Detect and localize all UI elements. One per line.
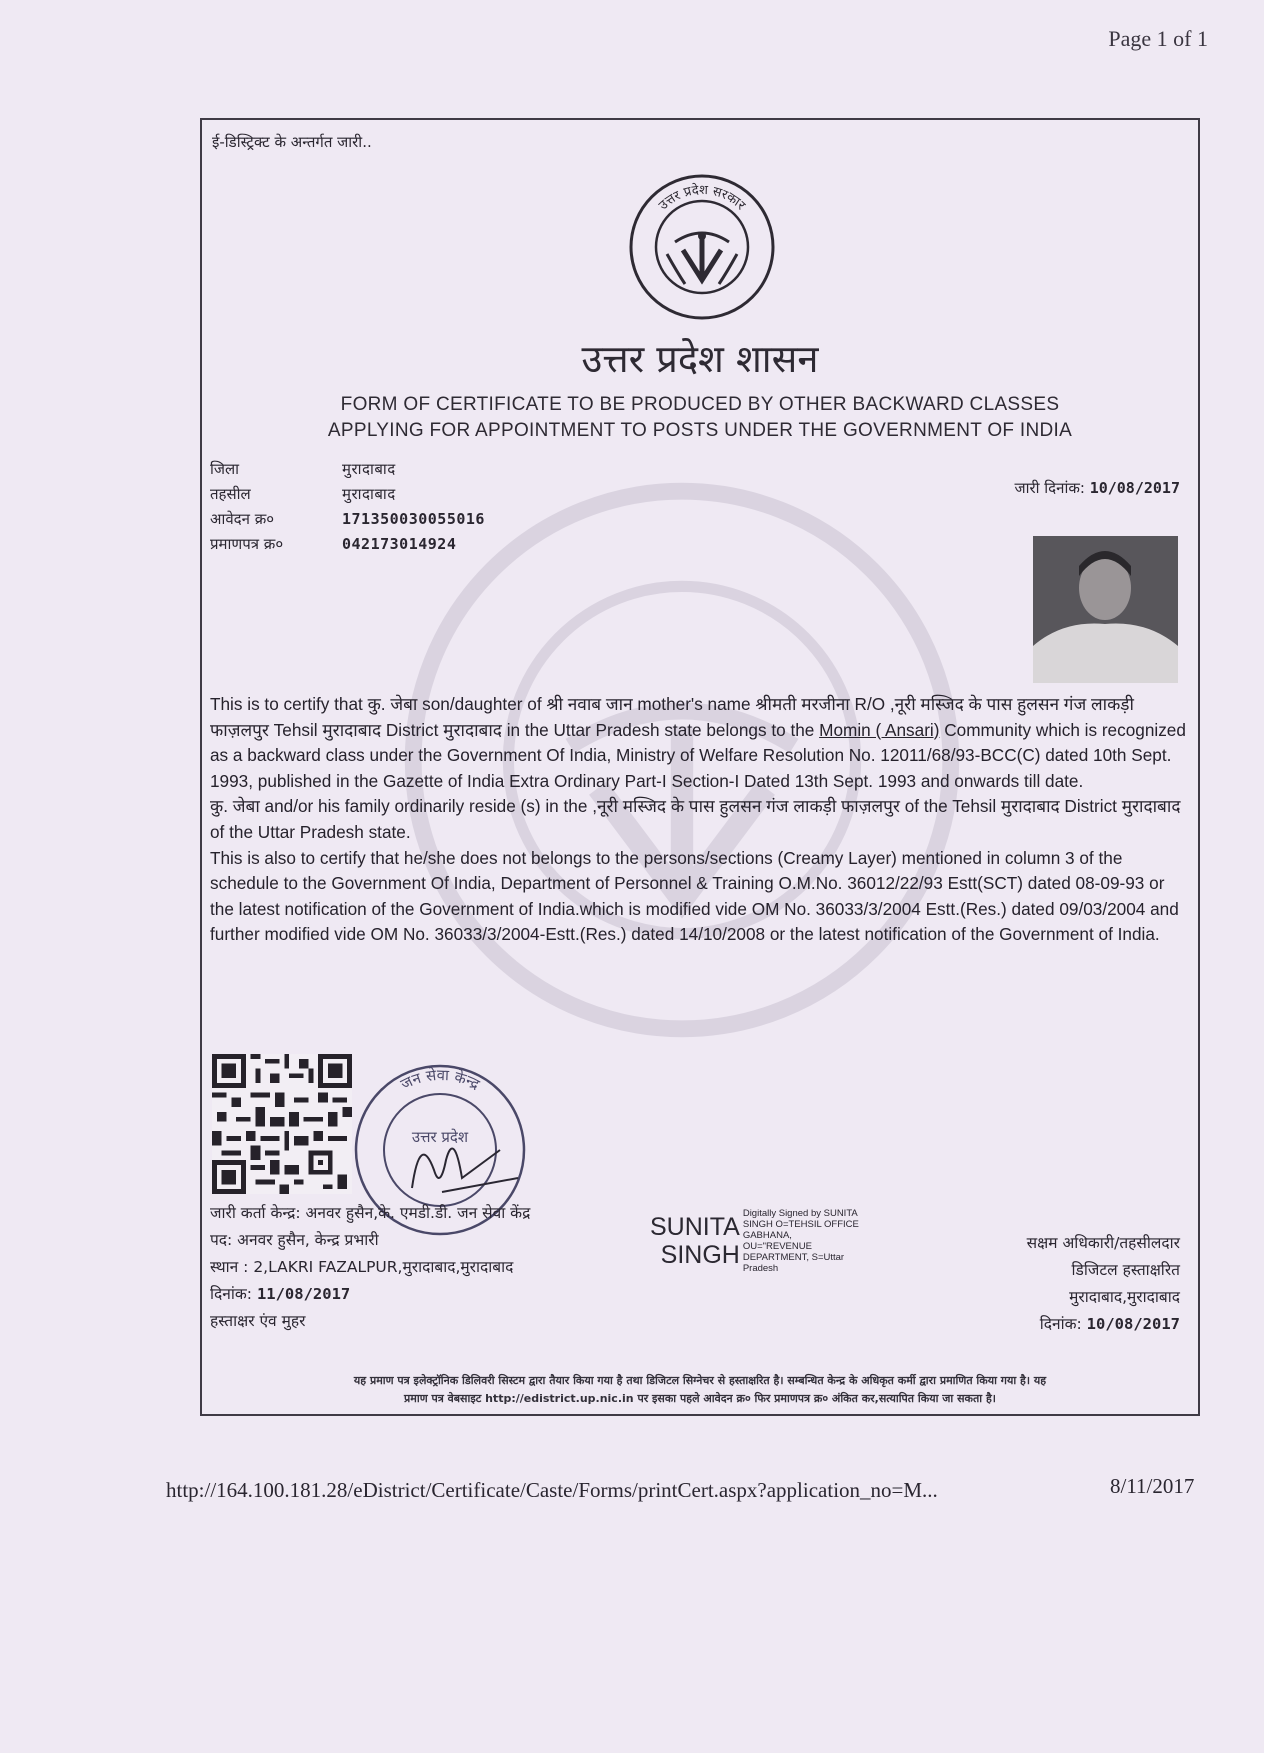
issuer-signature-note: हस्ताक्षर एंव मुहर <box>210 1312 306 1330</box>
body-paragraph-1 <box>210 692 1190 794</box>
authority-date-label: दिनांक: <box>1039 1315 1082 1333</box>
verification-footnote <box>212 1372 1188 1408</box>
stamp-inner-text: उत्तर प्रदेश <box>411 1128 469 1146</box>
authority-place: मुरादाबाद,मुरादाबाद <box>1069 1288 1180 1306</box>
qr-code <box>212 1054 352 1194</box>
form-title-line1: FORM OF CERTIFICATE TO BE PRODUCED BY OTHER BACKWARD CLASSES <box>340 394 1060 415</box>
emblem-text: उत्तर प्रदेश सरकार <box>656 182 748 214</box>
issuer-post: पद: अनवर हुसैन, केन्द्र प्रभारी <box>210 1231 379 1249</box>
application-number-row <box>210 506 485 531</box>
certificate-number-label: प्रमाणपत्र क्र० <box>210 534 284 553</box>
print-date: 8/11/2017 <box>1110 1474 1195 1498</box>
footnote-line-2: प्रमाण पत्र वेबसाइट http://edistrict.up.nic.in पर इसका पहले आवेदन क्र० फिर प्रमाणपत्र क्र० अंकित कर,सत्यापित किया जा सकता है। <box>404 1392 996 1405</box>
issuing-center <box>210 1200 530 1335</box>
authority-title: सक्षम अधिकारी/तहसीलदार <box>1026 1234 1180 1252</box>
header-note: ई-डिस्ट्रिक्ट के अन्तर्गत जारी.. <box>212 133 372 151</box>
certificate-number-value: 042173014924 <box>342 534 457 553</box>
application-number-label: आवेदन क्र० <box>210 509 275 528</box>
signature-scribble <box>412 1148 518 1192</box>
footnote-line-1: यह प्रमाण पत्र इलेक्ट्रॉनिक डिलिवरी सिस्टम द्वारा तैयार किया गया है तथा डिजिटल सिग्नेचर से हस्ताक्षरित है। सम्बन्धित केन्द्र के अधिकृत कर्मी द्वारा प्रमाणित किया गया है। यह <box>353 1374 1047 1387</box>
tehsil-value: मुरादाबाद <box>342 484 396 503</box>
signer-last-name: SINGH <box>660 1241 740 1269</box>
body-paragraph-1-start: This is to certify that कु. जेबा son/daughter of श्री नवाब जान mother's name श्रीमती मरजीना R/O ,नूरी मस्जिद के पास हुलसन गंज लाकड़ी फाज़लपुर Tehsil मुरादाबाद District मुरादाबाद in the Uttar Pradesh state belongs to the <box>210 694 1134 740</box>
body-paragraph-3: This is also to certify that he/she does not belongs to the persons/sections (Creamy Layer) mentioned in column 3 of the schedule to the Government Of India, Department of Personnel & Training O.M.No. 36012/22/93 Estt(SCT) dated 08-09-93 or the latest notification of the Government of India.which is modified vide OM No. 36033/3/2004 Estt.(Res.) dated 09/03/2004 and further modified vide OM No. 36033/3/2004-Estt.(Res.) dated 14/10/2008 or the latest notification of the Government of India. <box>210 847 1179 945</box>
page-number: Page 1 of 1 <box>1108 26 1208 51</box>
competent-authority <box>1027 1230 1180 1338</box>
community-name: Momin ( Ansari) <box>819 719 940 740</box>
form-title <box>262 392 1138 444</box>
print-url: http://164.100.181.28/eDistrict/Certificate/Caste/Forms/printCert.aspx?application_no=M... <box>166 1478 938 1502</box>
district-value: मुरादाबाद <box>342 459 396 478</box>
issue-date-value: 10/08/2017 <box>1089 479 1180 497</box>
issuer-date-label: दिनांक: <box>210 1285 252 1303</box>
form-title-line2: APPLYING FOR APPOINTMENT TO POSTS UNDER THE GOVERNMENT OF INDIA <box>327 420 1073 441</box>
application-number-value: 171350030055016 <box>342 509 485 528</box>
government-title: उत्तर प्रदेश शासन <box>581 337 819 381</box>
district-row <box>210 456 485 481</box>
issuer-center: जारी कर्ता केन्द्र: अनवर हुसैन,के. एमडी.डी. जन सेवा केंद्र <box>210 1204 531 1222</box>
issue-date-label: जारी दिनांक: <box>1014 479 1085 497</box>
tehsil-row <box>210 481 485 506</box>
signer-first-name: SUNITA <box>650 1213 740 1241</box>
issue-date <box>1014 478 1180 498</box>
authority-date-value: 10/08/2017 <box>1086 1315 1180 1333</box>
up-government-emblem-icon <box>627 172 777 322</box>
signature-details: Digitally Signed by SUNITA SINGH O=TEHSIL OFFICE GABHANA, OU="REVENUE DEPARTMENT, S=Uttar Pradesh <box>742 1208 859 1274</box>
issuer-date <box>210 1281 530 1308</box>
digital-signature <box>650 1208 861 1274</box>
certificate-body <box>210 692 1190 948</box>
certificate-number-row <box>210 531 485 556</box>
authority-date <box>1027 1311 1180 1338</box>
signer-name <box>650 1213 740 1269</box>
body-paragraph-1-end: Community which is recognized as a backward class under the Government Of India, Ministry of Welfare Resolution No. 12011/68/93-BCC(C) dated 10th Sept. 1993, published in the Gazette of India Extra Ordinary Part-I Section-I Dated 13th Sept. 1993 and onwards till date. <box>210 719 1186 791</box>
issuer-date-value: 11/08/2017 <box>256 1285 351 1303</box>
applicant-photo <box>1033 536 1178 683</box>
certificate-details <box>210 456 485 556</box>
stamp-outer-text: जन सेवा केन्द्र <box>397 1065 483 1094</box>
issuer-place: स्थान : 2,LAKRI FAZALPUR,मुरादाबाद,मुरादाबाद <box>210 1258 514 1276</box>
tehsil-label: तहसील <box>210 484 251 503</box>
body-paragraph-2: कु. जेबा and/or his family ordinarily reside (s) in the ,नूरी मस्जिद के पास हुलसन गंज लाकड़ी फाज़लपुर of the Tehsil मुरादाबाद District मुरादाबाद of the Uttar Pradesh state. <box>210 796 1181 842</box>
district-label: जिला <box>210 459 240 478</box>
authority-signed: डिजिटल हस्ताक्षरित <box>1071 1261 1180 1279</box>
certificate-frame <box>200 118 1200 1416</box>
